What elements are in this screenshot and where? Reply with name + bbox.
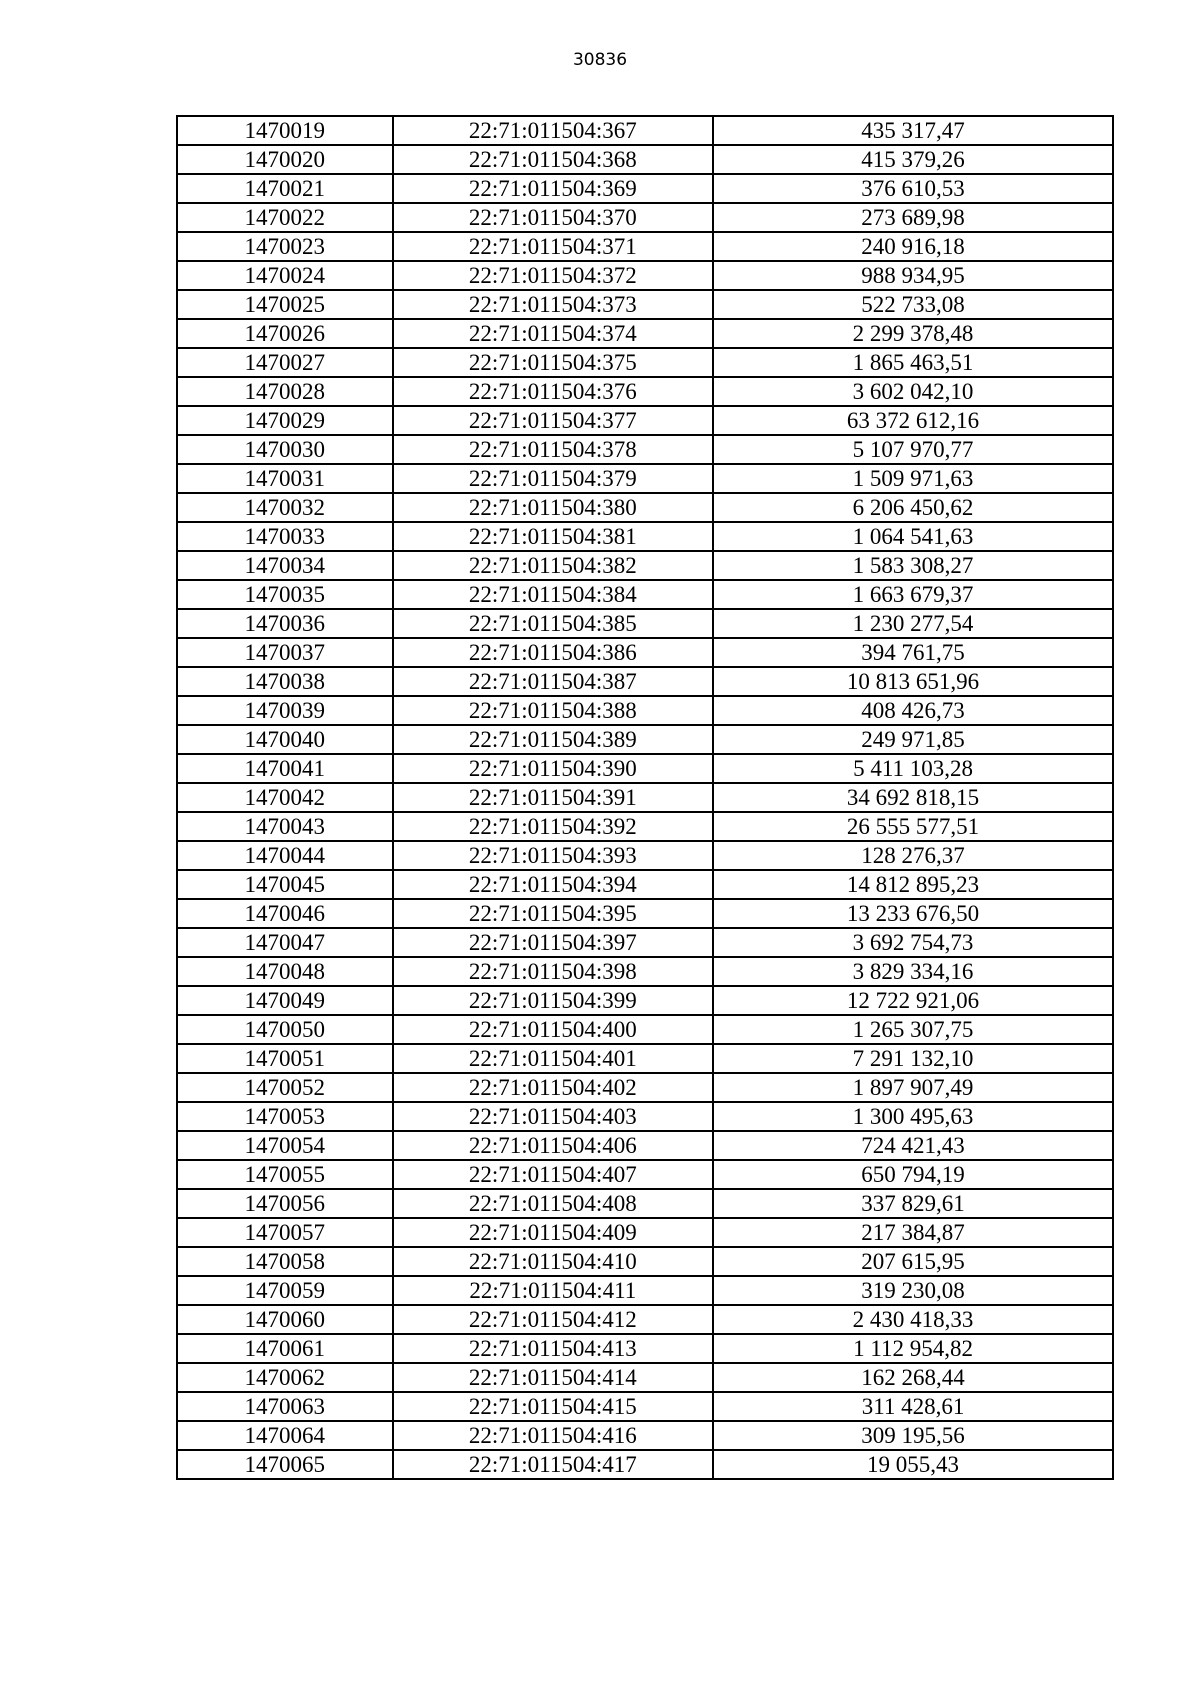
- value-cell: 1 897 907,49: [713, 1073, 1113, 1102]
- value-cell: 10 813 651,96: [713, 667, 1113, 696]
- record-number-cell: 1470056: [177, 1189, 393, 1218]
- table-row: [177, 696, 1113, 725]
- record-number-cell: 1470030: [177, 435, 393, 464]
- record-number-cell: 1470051: [177, 1044, 393, 1073]
- table-row: [177, 1450, 1113, 1479]
- table-row: [177, 1305, 1113, 1334]
- cadastral-number-cell: 22:71:011504:367: [393, 116, 714, 145]
- table-row: [177, 1392, 1113, 1421]
- value-cell: 1 064 541,63: [713, 522, 1113, 551]
- record-number-cell: 1470046: [177, 899, 393, 928]
- value-cell: 522 733,08: [713, 290, 1113, 319]
- record-number-cell: 1470033: [177, 522, 393, 551]
- value-cell: 63 372 612,16: [713, 406, 1113, 435]
- table-row: [177, 870, 1113, 899]
- cadastral-number-cell: 22:71:011504:393: [393, 841, 714, 870]
- table-row: [177, 1276, 1113, 1305]
- cadastral-number-cell: 22:71:011504:406: [393, 1131, 714, 1160]
- table-row: [177, 1334, 1113, 1363]
- cadastral-number-cell: 22:71:011504:369: [393, 174, 714, 203]
- cadastral-number-cell: 22:71:011504:403: [393, 1102, 714, 1131]
- table-row: [177, 841, 1113, 870]
- cadastral-number-cell: 22:71:011504:380: [393, 493, 714, 522]
- record-number-cell: 1470050: [177, 1015, 393, 1044]
- value-cell: 162 268,44: [713, 1363, 1113, 1392]
- table-row: [177, 638, 1113, 667]
- cadastral-number-cell: 22:71:011504:384: [393, 580, 714, 609]
- value-cell: 240 916,18: [713, 232, 1113, 261]
- table-row: [177, 928, 1113, 957]
- value-cell: 309 195,56: [713, 1421, 1113, 1450]
- record-number-cell: 1470019: [177, 116, 393, 145]
- cadastral-number-cell: 22:71:011504:412: [393, 1305, 714, 1334]
- table-row: [177, 1044, 1113, 1073]
- table-row: [177, 1015, 1113, 1044]
- cadastral-number-cell: 22:71:011504:381: [393, 522, 714, 551]
- cadastral-number-cell: 22:71:011504:414: [393, 1363, 714, 1392]
- cadastral-number-cell: 22:71:011504:402: [393, 1073, 714, 1102]
- table-row: [177, 667, 1113, 696]
- record-number-cell: 1470022: [177, 203, 393, 232]
- cadastral-number-cell: 22:71:011504:400: [393, 1015, 714, 1044]
- table-row: [177, 551, 1113, 580]
- record-number-cell: 1470036: [177, 609, 393, 638]
- cadastral-number-cell: 22:71:011504:385: [393, 609, 714, 638]
- table-row: [177, 116, 1113, 145]
- value-cell: 1 865 463,51: [713, 348, 1113, 377]
- value-cell: 311 428,61: [713, 1392, 1113, 1421]
- table-row: [177, 580, 1113, 609]
- cadastral-number-cell: 22:71:011504:368: [393, 145, 714, 174]
- table-row: [177, 725, 1113, 754]
- record-number-cell: 1470043: [177, 812, 393, 841]
- value-cell: 3 602 042,10: [713, 377, 1113, 406]
- cadastral-number-cell: 22:71:011504:392: [393, 812, 714, 841]
- table-row: [177, 290, 1113, 319]
- table-row: [177, 464, 1113, 493]
- table-row: [177, 1247, 1113, 1276]
- value-cell: 207 615,95: [713, 1247, 1113, 1276]
- table-row: [177, 812, 1113, 841]
- table-row: [177, 1421, 1113, 1450]
- cadastral-number-cell: 22:71:011504:399: [393, 986, 714, 1015]
- value-cell: 34 692 818,15: [713, 783, 1113, 812]
- record-number-cell: 1470052: [177, 1073, 393, 1102]
- record-number-cell: 1470045: [177, 870, 393, 899]
- table-row: [177, 899, 1113, 928]
- value-cell: 5 411 103,28: [713, 754, 1113, 783]
- cadastral-number-cell: 22:71:011504:372: [393, 261, 714, 290]
- value-cell: 2 299 378,48: [713, 319, 1113, 348]
- record-number-cell: 1470021: [177, 174, 393, 203]
- cadastral-number-cell: 22:71:011504:378: [393, 435, 714, 464]
- table-row: [177, 1160, 1113, 1189]
- record-number-cell: 1470032: [177, 493, 393, 522]
- cadastral-number-cell: 22:71:011504:394: [393, 870, 714, 899]
- table-row: [177, 435, 1113, 464]
- record-number-cell: 1470048: [177, 957, 393, 986]
- table-row: [177, 986, 1113, 1015]
- value-cell: 435 317,47: [713, 116, 1113, 145]
- value-cell: 3 829 334,16: [713, 957, 1113, 986]
- value-cell: 1 300 495,63: [713, 1102, 1113, 1131]
- value-cell: 19 055,43: [713, 1450, 1113, 1479]
- cadastral-number-cell: 22:71:011504:373: [393, 290, 714, 319]
- cadastral-number-cell: 22:71:011504:371: [393, 232, 714, 261]
- value-cell: 26 555 577,51: [713, 812, 1113, 841]
- record-number-cell: 1470024: [177, 261, 393, 290]
- table-row: [177, 783, 1113, 812]
- value-cell: 13 233 676,50: [713, 899, 1113, 928]
- value-cell: 273 689,98: [713, 203, 1113, 232]
- record-number-cell: 1470059: [177, 1276, 393, 1305]
- record-number-cell: 1470039: [177, 696, 393, 725]
- record-number-cell: 1470055: [177, 1160, 393, 1189]
- record-number-cell: 1470062: [177, 1363, 393, 1392]
- record-number-cell: 1470034: [177, 551, 393, 580]
- table-body: [177, 116, 1113, 1479]
- table-row: [177, 203, 1113, 232]
- record-number-cell: 1470065: [177, 1450, 393, 1479]
- cadastral-number-cell: 22:71:011504:390: [393, 754, 714, 783]
- value-cell: 415 379,26: [713, 145, 1113, 174]
- cadastral-number-cell: 22:71:011504:379: [393, 464, 714, 493]
- cadastral-number-cell: 22:71:011504:388: [393, 696, 714, 725]
- value-cell: 1 583 308,27: [713, 551, 1113, 580]
- record-number-cell: 1470038: [177, 667, 393, 696]
- record-number-cell: 1470054: [177, 1131, 393, 1160]
- record-number-cell: 1470061: [177, 1334, 393, 1363]
- cadastral-number-cell: 22:71:011504:386: [393, 638, 714, 667]
- record-number-cell: 1470031: [177, 464, 393, 493]
- cadastral-number-cell: 22:71:011504:411: [393, 1276, 714, 1305]
- cadastral-number-cell: 22:71:011504:395: [393, 899, 714, 928]
- page-number: 30836: [572, 50, 628, 70]
- record-number-cell: 1470025: [177, 290, 393, 319]
- table-row: [177, 754, 1113, 783]
- cadastral-number-cell: 22:71:011504:389: [393, 725, 714, 754]
- table-row: [177, 1102, 1113, 1131]
- cadastral-number-cell: 22:71:011504:413: [393, 1334, 714, 1363]
- table-row: [177, 1363, 1113, 1392]
- cadastral-number-cell: 22:71:011504:417: [393, 1450, 714, 1479]
- table-row: [177, 406, 1113, 435]
- record-number-cell: 1470029: [177, 406, 393, 435]
- data-table: [176, 115, 1114, 1480]
- value-cell: 319 230,08: [713, 1276, 1113, 1305]
- record-number-cell: 1470042: [177, 783, 393, 812]
- cadastral-number-cell: 22:71:011504:376: [393, 377, 714, 406]
- value-cell: 2 430 418,33: [713, 1305, 1113, 1334]
- record-number-cell: 1470047: [177, 928, 393, 957]
- value-cell: 1 112 954,82: [713, 1334, 1113, 1363]
- cadastral-number-cell: 22:71:011504:401: [393, 1044, 714, 1073]
- cadastral-number-cell: 22:71:011504:374: [393, 319, 714, 348]
- cadastral-number-cell: 22:71:011504:407: [393, 1160, 714, 1189]
- record-number-cell: 1470041: [177, 754, 393, 783]
- table-row: [177, 319, 1113, 348]
- value-cell: 1 663 679,37: [713, 580, 1113, 609]
- cadastral-number-cell: 22:71:011504:391: [393, 783, 714, 812]
- cadastral-number-cell: 22:71:011504:415: [393, 1392, 714, 1421]
- value-cell: 12 722 921,06: [713, 986, 1113, 1015]
- cadastral-number-cell: 22:71:011504:377: [393, 406, 714, 435]
- record-number-cell: 1470028: [177, 377, 393, 406]
- record-number-cell: 1470035: [177, 580, 393, 609]
- cadastral-number-cell: 22:71:011504:408: [393, 1189, 714, 1218]
- table-row: [177, 957, 1113, 986]
- cadastral-number-cell: 22:71:011504:397: [393, 928, 714, 957]
- record-number-cell: 1470060: [177, 1305, 393, 1334]
- cadastral-number-cell: 22:71:011504:370: [393, 203, 714, 232]
- value-cell: 14 812 895,23: [713, 870, 1113, 899]
- value-cell: 128 276,37: [713, 841, 1113, 870]
- value-cell: 5 107 970,77: [713, 435, 1113, 464]
- record-number-cell: 1470020: [177, 145, 393, 174]
- value-cell: 724 421,43: [713, 1131, 1113, 1160]
- cadastral-number-cell: 22:71:011504:375: [393, 348, 714, 377]
- value-cell: 6 206 450,62: [713, 493, 1113, 522]
- value-cell: 408 426,73: [713, 696, 1113, 725]
- table-row: [177, 261, 1113, 290]
- cadastral-number-cell: 22:71:011504:416: [393, 1421, 714, 1450]
- table-row: [177, 493, 1113, 522]
- value-cell: 988 934,95: [713, 261, 1113, 290]
- cadastral-number-cell: 22:71:011504:398: [393, 957, 714, 986]
- record-number-cell: 1470057: [177, 1218, 393, 1247]
- value-cell: 394 761,75: [713, 638, 1113, 667]
- table-row: [177, 1131, 1113, 1160]
- table-row: [177, 232, 1113, 261]
- table-row: [177, 522, 1113, 551]
- value-cell: 337 829,61: [713, 1189, 1113, 1218]
- cadastral-number-cell: 22:71:011504:387: [393, 667, 714, 696]
- value-cell: 7 291 132,10: [713, 1044, 1113, 1073]
- value-cell: 650 794,19: [713, 1160, 1113, 1189]
- table-row: [177, 174, 1113, 203]
- table-row: [177, 145, 1113, 174]
- table-row: [177, 609, 1113, 638]
- record-number-cell: 1470063: [177, 1392, 393, 1421]
- table-row: [177, 1218, 1113, 1247]
- record-number-cell: 1470058: [177, 1247, 393, 1276]
- value-cell: 217 384,87: [713, 1218, 1113, 1247]
- table-row: [177, 377, 1113, 406]
- cadastral-number-cell: 22:71:011504:382: [393, 551, 714, 580]
- value-cell: 376 610,53: [713, 174, 1113, 203]
- record-number-cell: 1470037: [177, 638, 393, 667]
- table-row: [177, 348, 1113, 377]
- value-cell: 3 692 754,73: [713, 928, 1113, 957]
- table-row: [177, 1073, 1113, 1102]
- table-row: [177, 1189, 1113, 1218]
- record-number-cell: 1470026: [177, 319, 393, 348]
- cadastral-number-cell: 22:71:011504:409: [393, 1218, 714, 1247]
- record-number-cell: 1470027: [177, 348, 393, 377]
- value-cell: 1 509 971,63: [713, 464, 1113, 493]
- record-number-cell: 1470064: [177, 1421, 393, 1450]
- value-cell: 249 971,85: [713, 725, 1113, 754]
- value-cell: 1 265 307,75: [713, 1015, 1113, 1044]
- cadastral-number-cell: 22:71:011504:410: [393, 1247, 714, 1276]
- record-number-cell: 1470023: [177, 232, 393, 261]
- record-number-cell: 1470040: [177, 725, 393, 754]
- record-number-cell: 1470044: [177, 841, 393, 870]
- record-number-cell: 1470053: [177, 1102, 393, 1131]
- record-number-cell: 1470049: [177, 986, 393, 1015]
- value-cell: 1 230 277,54: [713, 609, 1113, 638]
